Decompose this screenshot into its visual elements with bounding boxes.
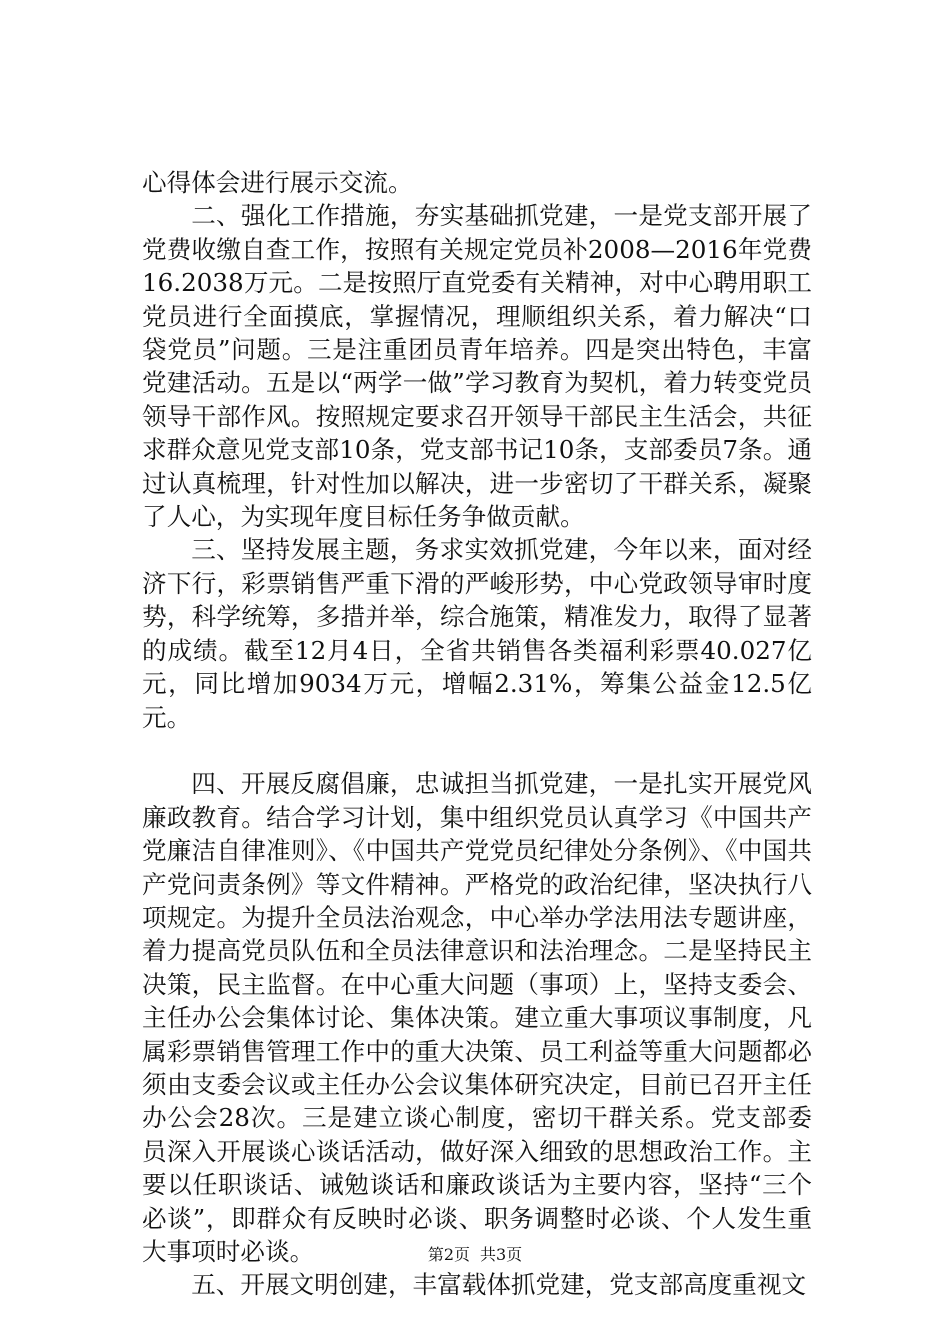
page-total: 共3页 — [480, 1245, 523, 1264]
paragraph-section-4: 四、开展反腐倡廉，忠诚担当抓党建，一是扎实开展党风廉政教育。结合学习计划，集中组织党员认真学习《中国共产党廉洁自律准则》、《中国共产党党员纪律处分条例》、《中国共产党问责条例》等文件精神。严格党的政治纪律，坚决执行八项规定。为提升全员法治观念，中心举办学法用法专题讲座，着力提高党员队伍和全员法律意识和法治理念。二是坚持民主决策，民主监督。在中心重大问题（事项）上，坚持支委会、主任办公会集体讨论、集体决策。建立重大事项议事制度，凡属彩票销售管理工作中的重大决策、员工利益等重大问题都必须由支委会议或主任办公会议集体研究决定，目前已召开主任办公会28次。三是建立谈心制度，密切干群关系。党支部委员深入开展谈心谈话活动，做好深入细致的思想政治工作。主要以任职谈话、诫勉谈话和廉政谈话为主要内容，坚持“三个必谈”，即群众有反映时必谈、职务调整时必谈、个人发生重大事项时必谈。 — [142, 769, 812, 1266]
page-footer — [0, 1245, 950, 1265]
document-body — [142, 166, 812, 1302]
paragraph-section-5: 五、开展文明创建，丰富载体抓党建，党支部高度重视文 — [191, 1270, 807, 1300]
paragraph-section-2: 二、强化工作措施，夯实基础抓党建，一是党支部开展了党费收缴自查工作，按照有关规定党员补2008—2016年党费16.2038万元。二是按照厅直党委有关精神，对中心聘用职工党员进行全面摸底，掌握情况，理顺组织关系，着力解决“口袋党员”问题。三是注重团员青年培养。四是突出特色，丰富党建活动。五是以“两学一做”学习教育为契机，着力转变党员领导干部作风。按照规定要求召开领导干部民主生活会，共征求群众意见党支部10条，党支部书记10条，支部委员7条。通过认真梳理，针对性加以解决，进一步密切了干群关系，凝聚了人心，为实现年度目标任务争做贡献。 — [142, 201, 812, 532]
paragraph-section-3: 三、坚持发展主题，务求实效抓党建，今年以来，面对经济下行，彩票销售严重下滑的严峻形势，中心党政领导审时度势，科学统筹，多措并举，综合施策，精准发力，取得了显著的成绩。截至12月4日，全省共销售各类福利彩票40.027亿元，同比增加9034万元，增幅2.31%，筹集公益金12.5亿元。 — [142, 535, 812, 732]
page-number: 第2页 — [427, 1245, 470, 1264]
paragraph-continuation: 心得体会进行展示交流。 — [142, 168, 413, 197]
